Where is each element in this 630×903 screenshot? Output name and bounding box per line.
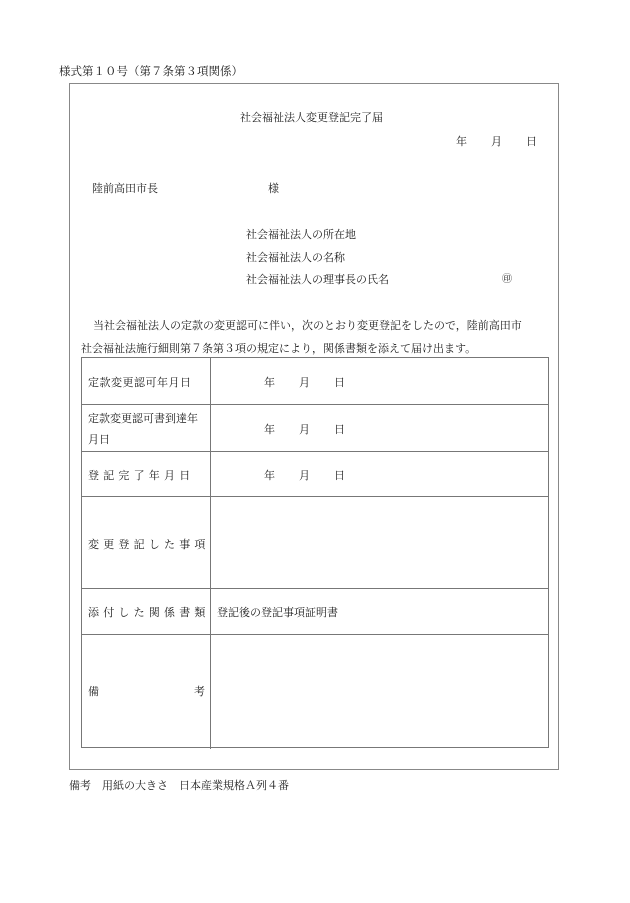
body-text-line-1: 当社会福祉法人の定款の変更認可に伴い，次のとおり変更登記をしたので，陸前高田市	[93, 319, 522, 332]
row-month: 月	[299, 469, 310, 482]
row-label: 変更登記した事項	[88, 538, 210, 551]
recipient-honorific: 様	[268, 182, 279, 195]
table-row-attached-documents	[82, 589, 548, 635]
row-label-line-1: 定款変更認可書到達年	[88, 412, 198, 425]
row-label-left: 備	[88, 685, 99, 698]
date-month: 月	[491, 135, 502, 148]
date-year: 年	[456, 135, 467, 148]
seal-mark: ㊞	[502, 274, 512, 285]
row-label: 定款変更認可年月日	[88, 376, 192, 389]
table-row-remarks	[82, 635, 548, 749]
row-month: 月	[299, 423, 310, 436]
row-year: 年	[264, 469, 275, 482]
row-label-right: 考	[194, 685, 205, 698]
details-table	[81, 357, 549, 748]
table-row-registration-completed-date	[82, 452, 548, 497]
table-row-approval-receipt-date	[82, 405, 548, 452]
recipient-name: 陸前高田市長	[92, 182, 158, 195]
applicant-name-label: 社会福祉法人の名称	[246, 251, 345, 264]
row-day: 日	[334, 423, 345, 436]
applicant-address-label: 社会福祉法人の所在地	[246, 228, 356, 241]
row-label: 添付した関係書類	[88, 606, 210, 619]
applicant-director-label: 社会福祉法人の理事長の氏名	[246, 273, 389, 286]
date-day: 日	[526, 135, 537, 148]
row-label-line-2: 月日	[88, 433, 110, 446]
footer-note: 備考 用紙の大きさ 日本産業規格Ａ列４番	[69, 779, 289, 792]
table-row-registered-changes	[82, 497, 548, 589]
form-number: 様式第１０号（第７条第３項関係）	[59, 64, 243, 78]
row-month: 月	[299, 376, 310, 389]
row-label: 登記完了年月日	[88, 469, 195, 482]
row-day: 日	[334, 469, 345, 482]
row-day: 日	[334, 376, 345, 389]
form-title: 社会福祉法人変更登記完了届	[240, 111, 383, 124]
body-text-line-2: 社会福祉法施行細則第７条第３項の規定により，関係書類を添えて届け出ます。	[81, 342, 477, 355]
row-value: 登記後の登記事項証明書	[217, 606, 338, 619]
row-year: 年	[264, 423, 275, 436]
row-year: 年	[264, 376, 275, 389]
table-row-amendment-approval-date	[82, 358, 548, 405]
